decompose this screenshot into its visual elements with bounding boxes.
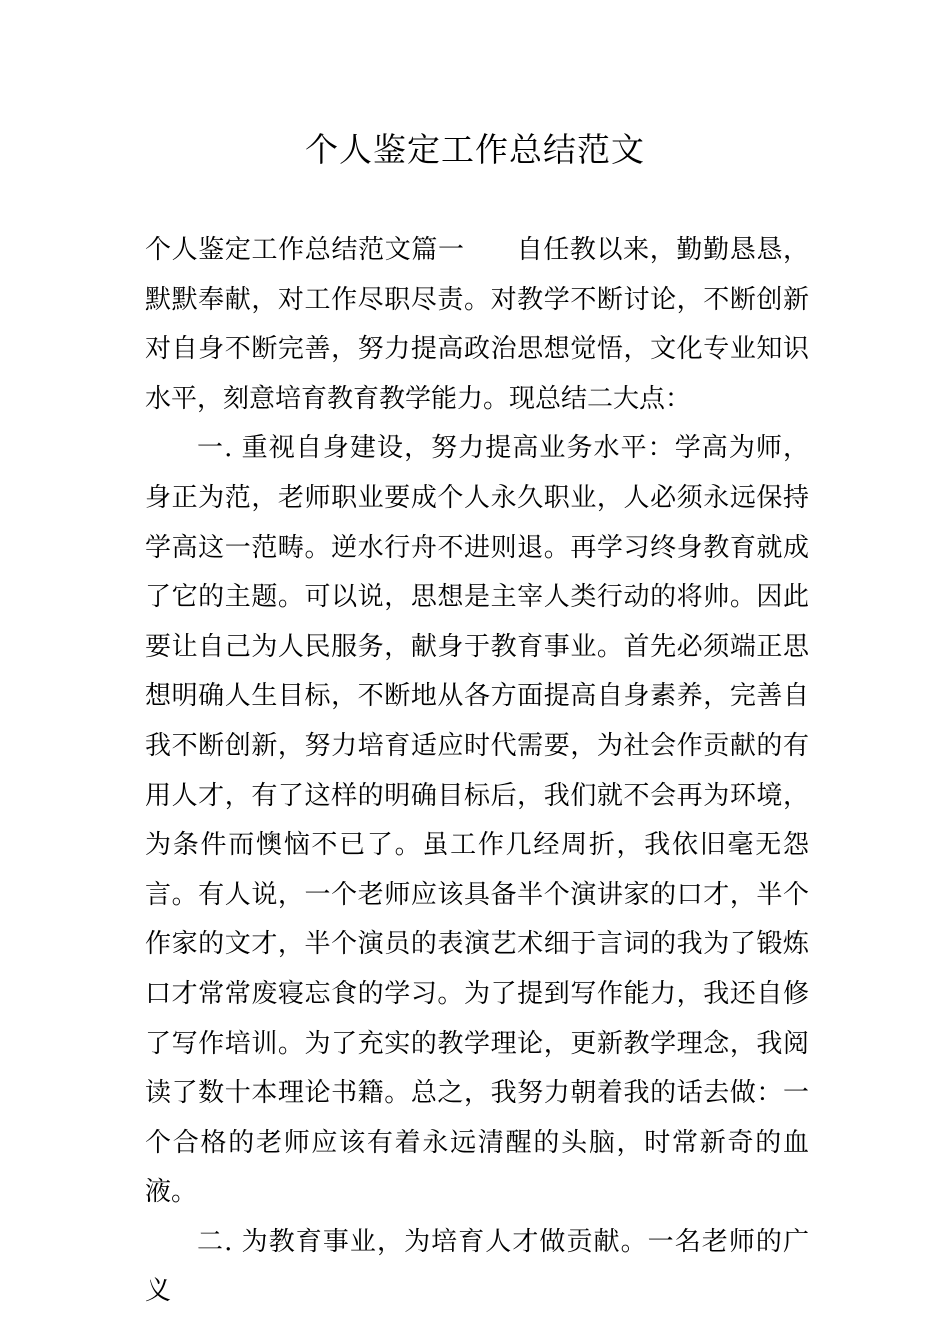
paragraph-intro-text: 自任教以来，勤勤恳恳，默默奉献，对工作尽职尽责。对教学不断讨论，不断创新对自身不断完善，努力提高政治思想觉悟，文化专业知识水平，刻意培育教育教学能力。现总结二大点： — [145, 235, 809, 414]
intro-label: 个人鉴定工作总结范文篇一 — [145, 235, 465, 265]
paragraph-section-two: 二. 为教育事业，为培育人才做贡献。一名老师的广义 — [145, 1226, 809, 1307]
paragraph-intro — [145, 226, 809, 424]
document-title: 个人鉴定工作总结范文 — [305, 130, 645, 169]
paragraph-section-one: 一. 重视自身建设，努力提高业务水平：学高为师，身正为范，老师职业要成个人永久职业，人必须永远保持学高这一范畴。逆水行舟不进则退。再学习终身教育就成了它的主题。可以说，思想是主宰人类行动的将帅。因此要让自己为人民服务，献身于教育事业。首先必须端正思想明确人生目标，不断地从各方面提高自身素养，完善自我不断创新，努力培育适应时代需要，为社会作贡献的有用人才，有了这样的明确目标后，我们就不会再为环境，为条件而懊恼不已了。虽工作几经周折，我依旧毫无怨言。有人说，一个老师应该具备半个演讲家的口才，半个作家的文才，半个演员的表演艺术细于言词的我为了锻炼口才常常废寝忘食的学习。为了提到写作能力，我还自修了写作培训。为了充实的教学理论，更新教学理念，我阅读了数十本理论书籍。总之，我努力朝着我的话去做：一个合格的老师应该有着永远清醒的头脑，时常新奇的血液。 — [145, 433, 809, 1208]
document-body — [145, 226, 809, 1317]
